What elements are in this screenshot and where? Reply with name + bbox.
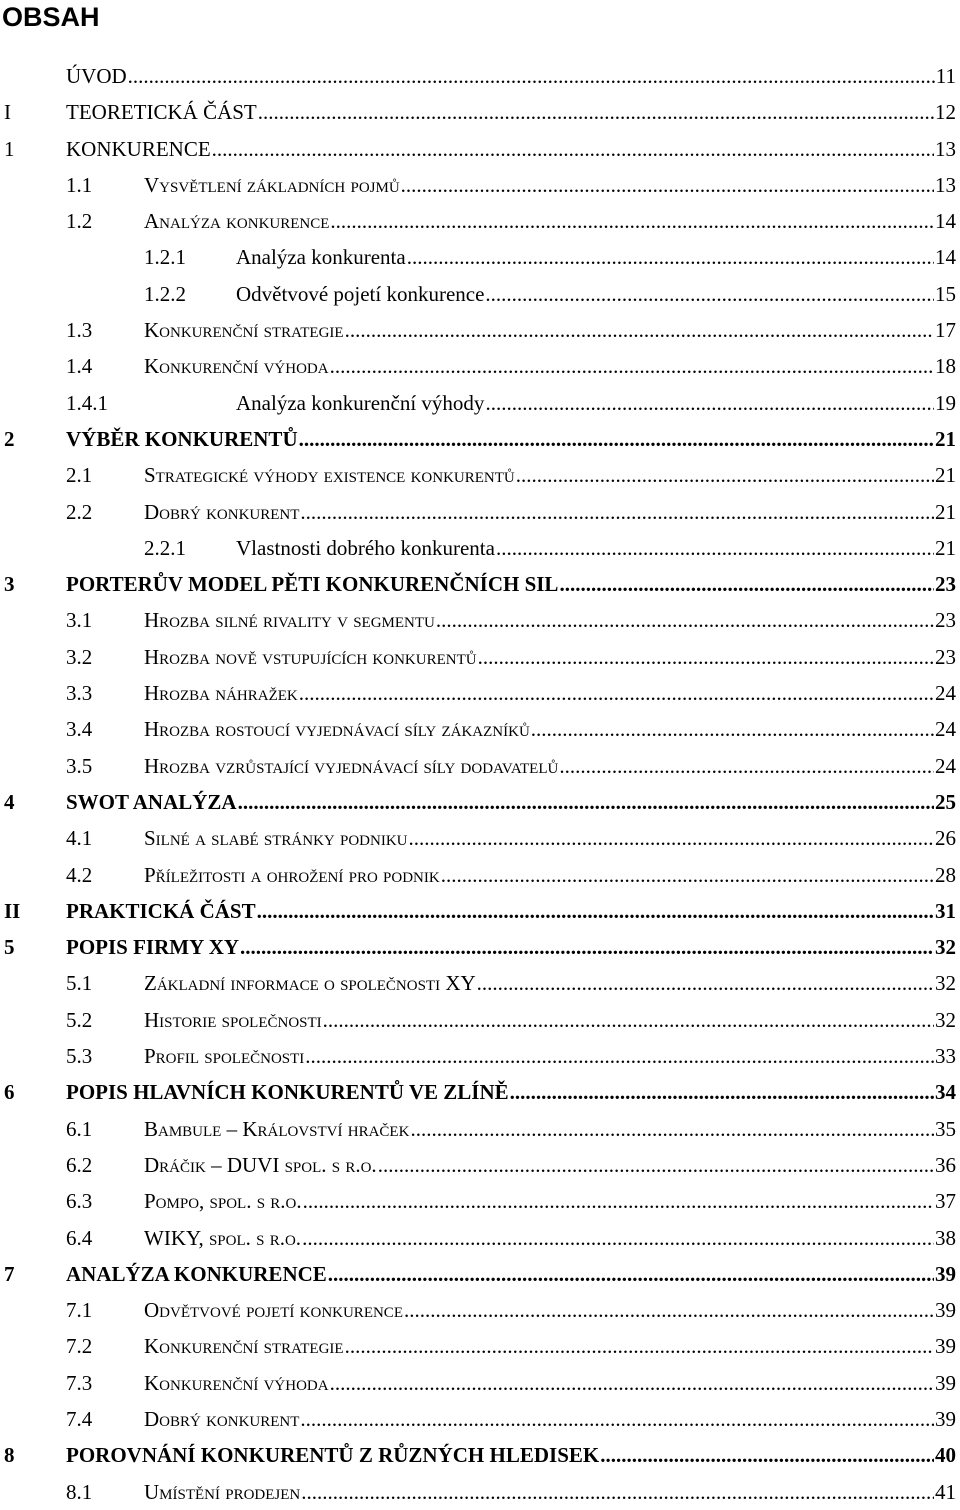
toc-entry-number: 3.3 <box>66 681 93 706</box>
toc-entry-number: 7.3 <box>66 1370 93 1395</box>
toc-leader-dots <box>302 1220 934 1256</box>
toc-entry-page: 26 <box>935 826 956 851</box>
toc-entry[interactable] <box>0 1365 960 1401</box>
toc-entry[interactable] <box>0 929 960 965</box>
toc-entry-number: 4.1 <box>66 826 93 851</box>
toc-entry[interactable] <box>0 385 960 421</box>
toc-entry-number: 7.4 <box>66 1406 93 1431</box>
toc-entry[interactable] <box>0 239 960 275</box>
toc-entry-number: 3.1 <box>66 608 93 633</box>
toc-entry-title: Dráčik – DUVI spol. s r.o. <box>144 1147 377 1183</box>
toc-entry-title: ÚVOD <box>66 58 127 94</box>
toc-leader-dots <box>128 58 935 94</box>
toc-entry-number: II <box>4 898 21 923</box>
toc-entry-page: 36 <box>935 1152 956 1177</box>
toc-entry-title: Základní informace o společnosti XY <box>144 965 476 1001</box>
toc-entry-title: Příležitosti a ohrožení pro podnik <box>144 857 440 893</box>
toc-entry[interactable] <box>0 58 960 94</box>
toc-entry-number: 6.3 <box>66 1189 93 1214</box>
toc-entry[interactable] <box>0 675 960 711</box>
toc-leader-dots <box>485 276 934 312</box>
toc-leader-dots <box>531 711 934 747</box>
toc-leader-dots <box>323 1002 934 1038</box>
toc-entry-number: 2.1 <box>66 463 93 488</box>
toc-entry-page: 37 <box>935 1189 956 1214</box>
toc-entry-page: 39 <box>935 1298 956 1323</box>
toc-entry-title: Konkurenční výhoda <box>144 348 329 384</box>
toc-entry[interactable] <box>0 1074 960 1110</box>
toc-entry-title: POROVNÁNÍ KONKURENTŮ Z RŮZNÝCH HLEDISEK <box>66 1437 599 1473</box>
toc-entry[interactable] <box>0 784 960 820</box>
toc-entry-title: Strategické výhody existence konkurentů <box>144 457 515 493</box>
toc-leader-dots <box>303 1183 934 1219</box>
toc-entry-number: 3.4 <box>66 717 93 742</box>
table-of-contents <box>0 58 960 1510</box>
page-title: OBSAH <box>2 2 100 32</box>
toc-entry-title: ANALÝZA KONKURENCE <box>66 1256 327 1292</box>
toc-entry-page: 13 <box>935 136 956 161</box>
toc-entry[interactable] <box>0 457 960 493</box>
toc-entry-title: Konkurenční výhoda <box>144 1365 329 1401</box>
toc-entry-page: 39 <box>935 1370 956 1395</box>
toc-entry-page: 32 <box>935 935 956 960</box>
toc-entry-number: 7.1 <box>66 1298 93 1323</box>
toc-entry-title: Dobrý konkurent <box>144 494 299 530</box>
toc-leader-dots <box>238 784 934 820</box>
toc-entry[interactable] <box>0 203 960 239</box>
toc-entry-number: 3.2 <box>66 644 93 669</box>
toc-entry-page: 35 <box>935 1116 956 1141</box>
toc-entry-title: Vlastnosti dobrého konkurenta <box>236 530 495 566</box>
toc-leader-dots <box>305 1038 934 1074</box>
toc-entry-title: Historie společnosti <box>144 1002 322 1038</box>
toc-leader-dots <box>330 348 934 384</box>
toc-entry-page: 28 <box>935 862 956 887</box>
toc-leader-dots <box>510 1074 934 1110</box>
toc-entry[interactable] <box>0 1328 960 1364</box>
toc-leader-dots <box>240 929 934 965</box>
toc-entry[interactable] <box>0 1147 960 1183</box>
toc-entry-page: 11 <box>935 64 956 88</box>
toc-entry-page: 21 <box>935 463 956 488</box>
toc-entry-number: 7 <box>4 1261 15 1286</box>
toc-entry-page: 23 <box>935 608 956 633</box>
toc-entry-page: 32 <box>935 971 956 996</box>
toc-entry-page: 25 <box>935 789 956 814</box>
toc-entry-title: PRAKTICKÁ ČÁST <box>66 893 256 929</box>
toc-entry-title: VÝBĚR KONKURENTŮ <box>66 421 298 457</box>
toc-leader-dots <box>559 748 934 784</box>
toc-entry-page: 32 <box>935 1007 956 1032</box>
toc-entry-number: 3.5 <box>66 753 93 778</box>
toc-entry-page: 23 <box>935 572 956 597</box>
toc-entry-page: 14 <box>935 245 956 270</box>
toc-entry-page: 41 <box>935 1479 956 1504</box>
toc-entry[interactable] <box>0 1474 960 1510</box>
toc-entry-number: 7.2 <box>66 1334 93 1359</box>
toc-entry-title: POPIS FIRMY XY <box>66 929 239 965</box>
toc-entry[interactable] <box>0 639 960 675</box>
toc-leader-dots <box>401 167 934 203</box>
toc-entry-page: 34 <box>935 1080 956 1105</box>
toc-entry[interactable] <box>0 94 960 130</box>
toc-leader-dots <box>496 530 934 566</box>
toc-entry-number: 1.1 <box>66 172 93 197</box>
toc-entry[interactable] <box>0 711 960 747</box>
toc-entry-title: Hrozba rostoucí vyjednávací síly zákazníků <box>144 711 530 747</box>
toc-leader-dots <box>516 457 934 493</box>
toc-entry-number: 1.3 <box>66 318 93 343</box>
toc-entry-page: 18 <box>935 354 956 379</box>
toc-entry[interactable] <box>0 1292 960 1328</box>
toc-entry-page: 17 <box>935 318 956 343</box>
toc-entry-page: 39 <box>935 1334 956 1359</box>
toc-entry-page: 21 <box>935 535 956 560</box>
toc-leader-dots <box>600 1437 934 1473</box>
toc-entry-number: 2.2 <box>66 499 93 524</box>
toc-entry-number: 8 <box>4 1443 15 1468</box>
toc-entry-number: 2.2.1 <box>144 535 186 560</box>
toc-entry-page: 33 <box>935 1044 956 1069</box>
toc-leader-dots <box>407 239 934 275</box>
toc-leader-dots <box>441 857 934 893</box>
toc-entry[interactable] <box>0 1002 960 1038</box>
toc-entry-title: Analýza konkurenční výhody <box>236 385 484 421</box>
toc-entry-number: 1.2.1 <box>144 245 186 270</box>
toc-entry[interactable] <box>0 602 960 638</box>
toc-leader-dots <box>404 1292 934 1328</box>
toc-entry-title: Analýza konkurenta <box>236 239 406 275</box>
toc-entry[interactable] <box>0 131 960 167</box>
toc-entry-title: KONKURENCE <box>66 131 211 167</box>
toc-entry-title: Pompo, spol. s r.o. <box>144 1183 302 1219</box>
toc-entry-title: Odvětvové pojetí konkurence <box>144 1292 403 1328</box>
toc-entry-title: POPIS HLAVNÍCH KONKURENTŮ VE ZLÍNĚ <box>66 1074 509 1110</box>
toc-entry-number: 6.1 <box>66 1116 93 1141</box>
toc-entry-page: 24 <box>935 753 956 778</box>
toc-entry[interactable] <box>0 312 960 348</box>
toc-entry-page: 39 <box>935 1261 956 1286</box>
toc-entry-page: 21 <box>935 499 956 524</box>
toc-entry[interactable] <box>0 1437 960 1473</box>
toc-entry-number: 5.2 <box>66 1007 93 1032</box>
toc-entry-number: I <box>4 100 11 125</box>
toc-entry-number: 1.4 <box>66 354 93 379</box>
toc-entry[interactable] <box>0 1401 960 1437</box>
toc-entry-number: 5 <box>4 935 15 960</box>
toc-entry-number: 6.4 <box>66 1225 93 1250</box>
toc-entry-number: 1.2 <box>66 209 93 234</box>
toc-entry-number: 2 <box>4 426 15 451</box>
toc-entry-title: PORTERŮV MODEL PĚTI KONKURENČNÍCH SIL <box>66 566 558 602</box>
toc-entry-page: 23 <box>935 644 956 669</box>
toc-entry-page: 24 <box>935 717 956 742</box>
toc-entry[interactable] <box>0 530 960 566</box>
toc-entry[interactable] <box>0 494 960 530</box>
toc-entry[interactable] <box>0 1220 960 1256</box>
toc-leader-dots <box>409 820 934 856</box>
toc-leader-dots <box>559 566 934 602</box>
toc-entry-title: WIKY, spol. s r.o. <box>144 1220 301 1256</box>
toc-entry[interactable] <box>0 1183 960 1219</box>
toc-leader-dots <box>378 1147 934 1183</box>
toc-entry-number: 5.1 <box>66 971 93 996</box>
toc-entry[interactable] <box>0 348 960 384</box>
toc-leader-dots <box>300 494 934 530</box>
toc-leader-dots <box>330 203 934 239</box>
toc-entry-title: Konkurenční strategie <box>144 312 344 348</box>
toc-entry-number: 4.2 <box>66 862 93 887</box>
toc-entry-page: 38 <box>935 1225 956 1250</box>
toc-entry-page: 13 <box>935 172 956 197</box>
toc-entry-page: 39 <box>935 1406 956 1431</box>
toc-entry-number: 6.2 <box>66 1152 93 1177</box>
toc-entry-number: 3 <box>4 572 15 597</box>
toc-entry-title: Hrozba náhražek <box>144 675 298 711</box>
toc-entry[interactable] <box>0 421 960 457</box>
toc-entry[interactable] <box>0 566 960 602</box>
toc-leader-dots <box>330 1365 934 1401</box>
toc-leader-dots <box>300 1401 934 1437</box>
toc-entry[interactable] <box>0 1038 960 1074</box>
toc-entry-page: 24 <box>935 681 956 706</box>
toc-entry-page: 15 <box>935 281 956 306</box>
toc-entry-page: 31 <box>935 898 956 923</box>
toc-leader-dots <box>345 312 934 348</box>
toc-entry-title: Bambule – Království hraček <box>144 1111 409 1147</box>
toc-entry-number: 4 <box>4 789 15 814</box>
toc-entry-number: 8.1 <box>66 1479 93 1504</box>
toc-leader-dots <box>477 965 934 1001</box>
toc-entry-page: 19 <box>935 390 956 415</box>
toc-entry-title: Profil společnosti <box>144 1038 304 1074</box>
toc-entry-title: TEORETICKÁ ČÁST <box>66 94 257 130</box>
toc-entry[interactable] <box>0 820 960 856</box>
toc-entry-number: 1.2.2 <box>144 281 186 306</box>
toc-leader-dots <box>436 602 934 638</box>
toc-leader-dots <box>258 94 934 130</box>
toc-entry[interactable] <box>0 1256 960 1292</box>
toc-entry-number: 5.3 <box>66 1044 93 1069</box>
toc-entry-page: 21 <box>935 426 956 451</box>
toc-leader-dots <box>299 421 934 457</box>
toc-leader-dots <box>257 893 934 929</box>
toc-entry-page: 40 <box>935 1443 956 1468</box>
toc-entry-title: Vysvětlení základních pojmů <box>144 167 400 203</box>
toc-entry-title: Umístění prodejen <box>144 1474 300 1510</box>
toc-entry-number: 6 <box>4 1080 15 1105</box>
toc-entry-title: Dobrý konkurent <box>144 1401 299 1437</box>
toc-entry-page: 12 <box>935 100 956 125</box>
toc-leader-dots <box>328 1256 934 1292</box>
toc-entry-title: Hrozba vzrůstající vyjednávací síly dodavatelů <box>144 748 558 784</box>
toc-entry-title: Hrozba silné rivality v segmentu <box>144 602 435 638</box>
toc-entry-number: 1 <box>4 136 15 161</box>
toc-entry[interactable] <box>0 857 960 893</box>
toc-entry[interactable] <box>0 1111 960 1147</box>
toc-entry-title: Silné a slabé stránky podniku <box>144 820 408 856</box>
toc-entry-title: Konkurenční strategie <box>144 1328 344 1364</box>
toc-entry[interactable] <box>0 276 960 312</box>
toc-leader-dots <box>485 385 934 421</box>
toc-entry[interactable] <box>0 965 960 1001</box>
toc-leader-dots <box>410 1111 934 1147</box>
toc-entry[interactable] <box>0 748 960 784</box>
toc-leader-dots <box>212 131 934 167</box>
toc-entry-title: Odvětvové pojetí konkurence <box>236 276 484 312</box>
toc-entry[interactable] <box>0 893 960 929</box>
toc-entry-number: 1.4.1 <box>66 390 108 415</box>
toc-leader-dots <box>301 1474 934 1510</box>
toc-entry-page: 14 <box>935 209 956 234</box>
toc-entry-title: SWOT ANALÝZA <box>66 784 237 820</box>
toc-entry-title: Analýza konkurence <box>144 203 329 239</box>
toc-entry[interactable] <box>0 167 960 203</box>
toc-leader-dots <box>299 675 934 711</box>
toc-leader-dots <box>345 1328 934 1364</box>
toc-entry-title: Hrozba nově vstupujících konkurentů <box>144 639 477 675</box>
toc-leader-dots <box>478 639 934 675</box>
